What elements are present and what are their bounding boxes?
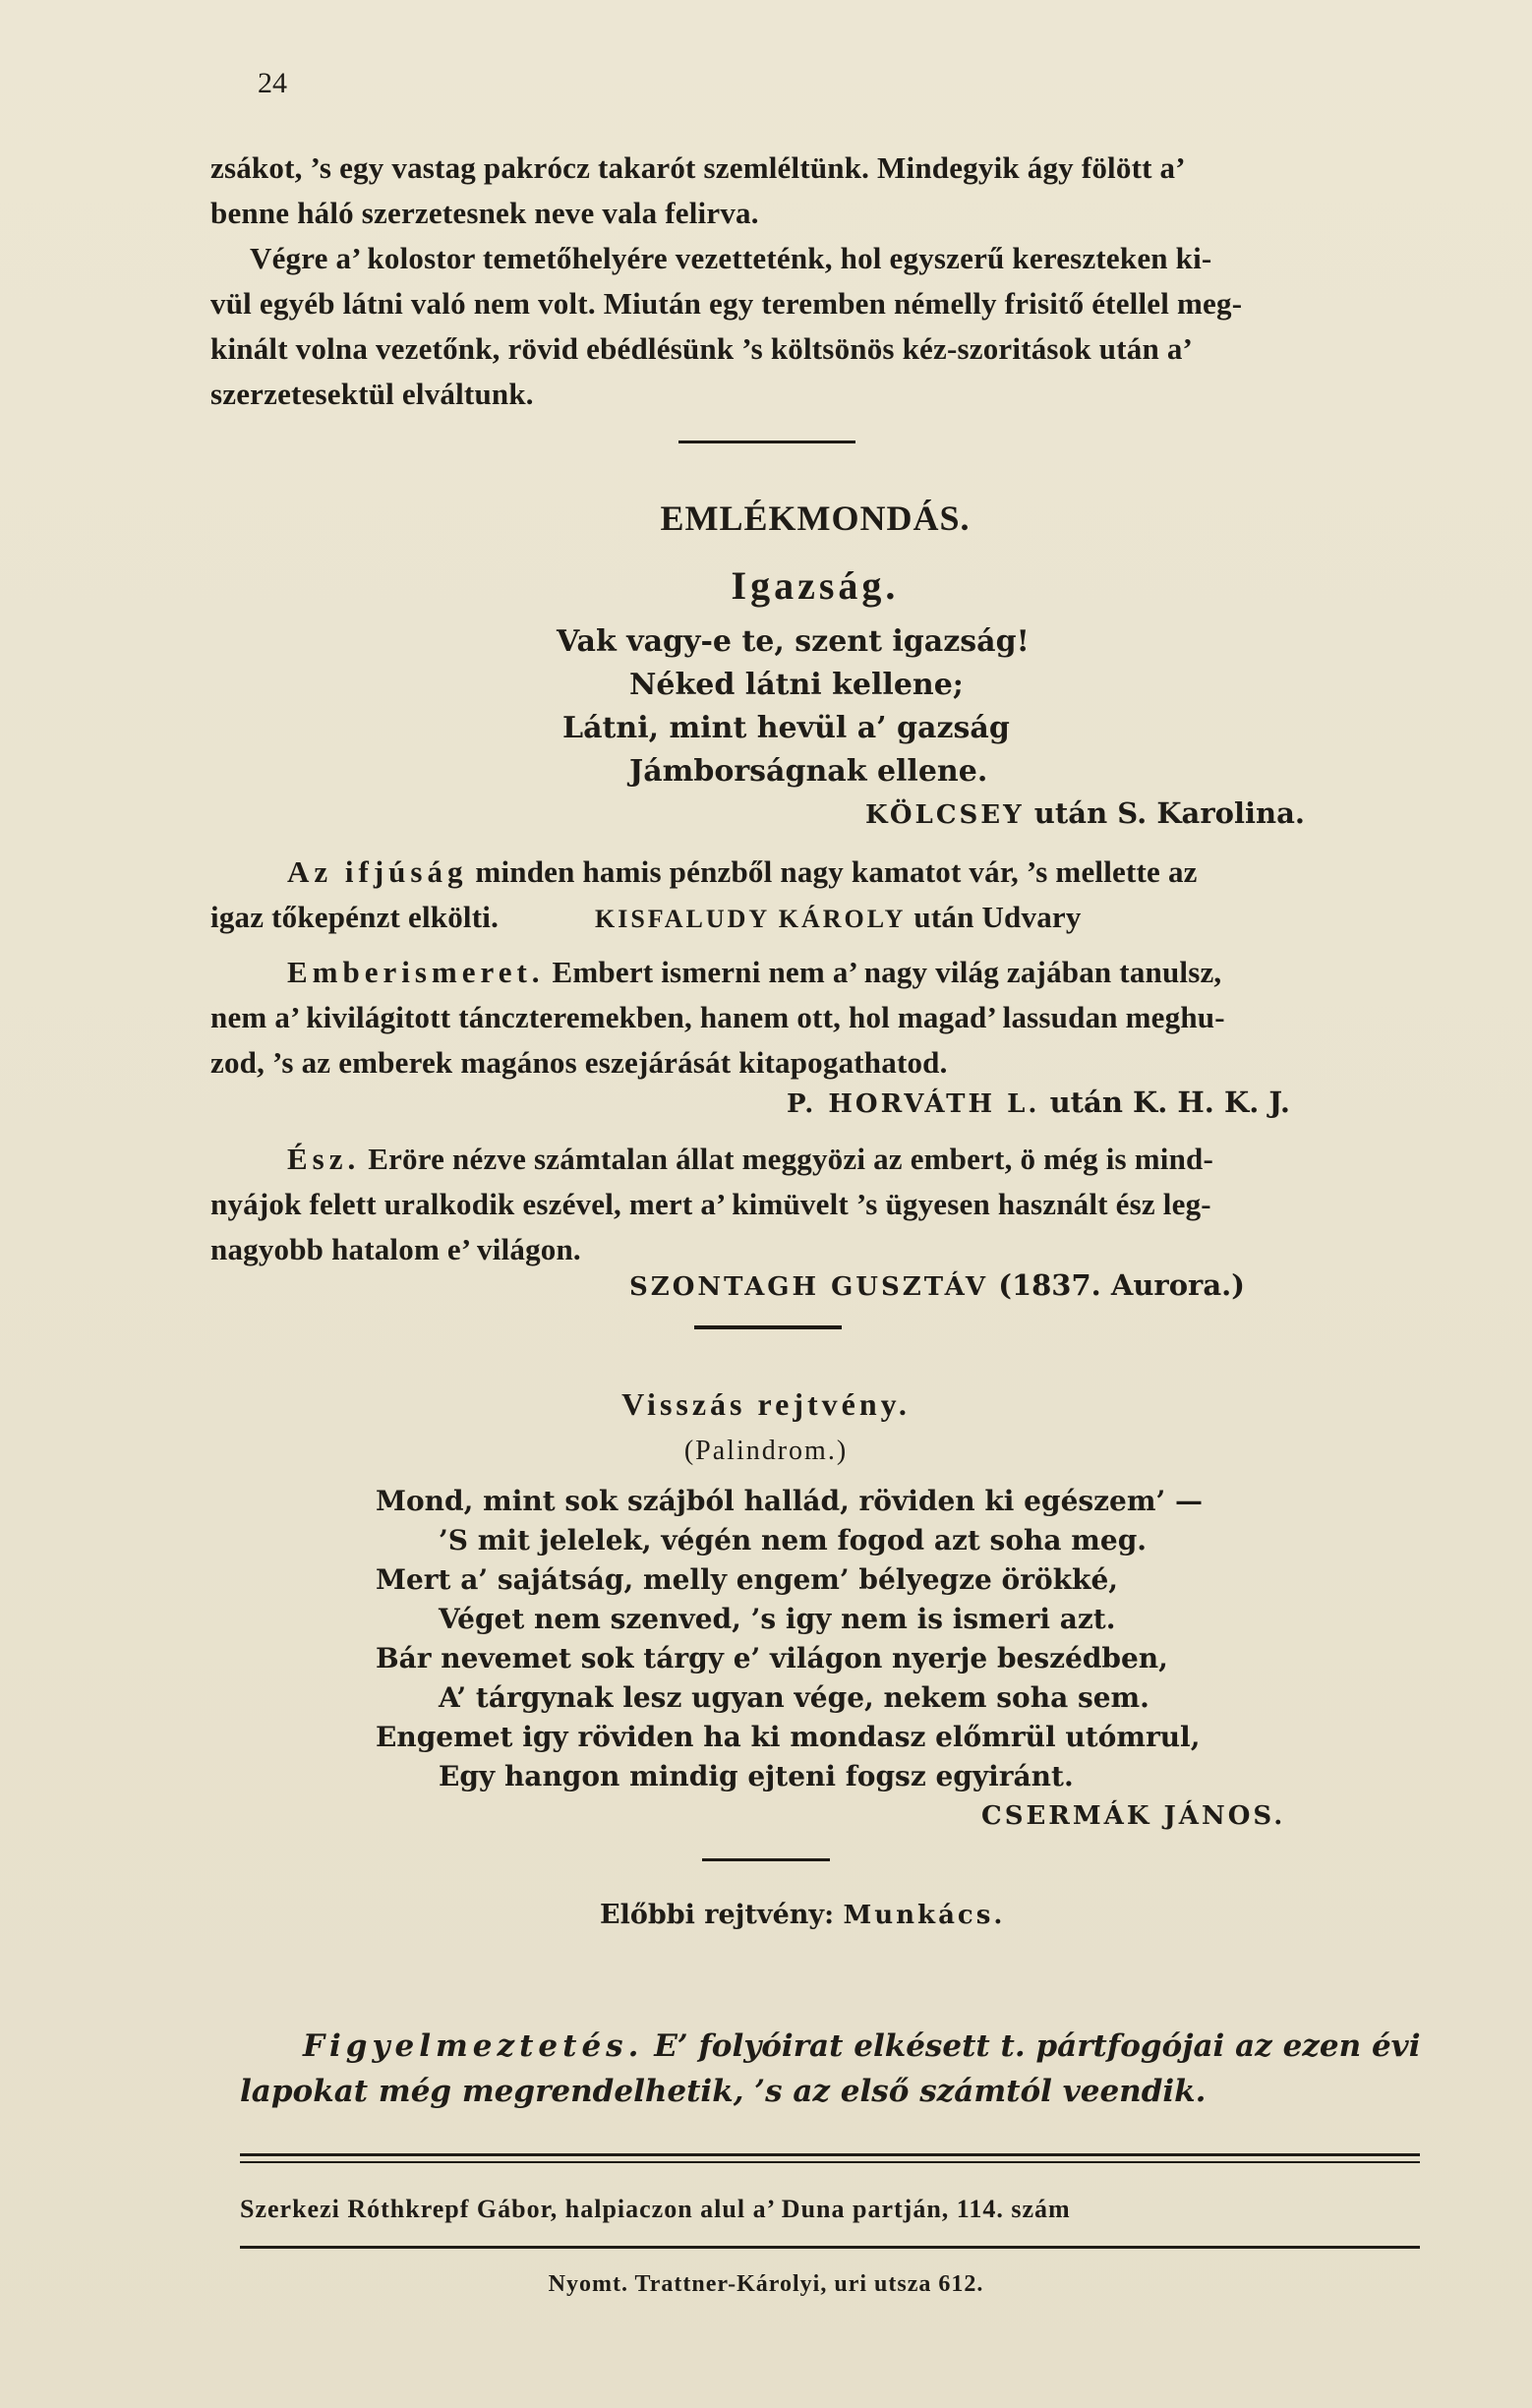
divider-mid: [694, 1325, 842, 1329]
verse-attr-rest: után S. Karolina.: [1033, 796, 1305, 830]
verse-line-2: Néked látni kellene;: [629, 668, 964, 702]
puzzle-line-1: Mond, mint sok szájból hallád, röviden ki egészem’ —: [376, 1485, 1203, 1517]
previous-puzzle-answer: Munkács.: [843, 1901, 1006, 1930]
notice-text-1: E’ folyóirat elkésett t. pártfogójai az ezen évi: [654, 2028, 1421, 2064]
notice-line-1: [303, 2024, 1420, 2069]
intro-line-2: benne háló szerzetesnek neve vala felirva.: [210, 196, 759, 230]
footer-editor: Szerkezi Róthkrepf Gábor, halpiaczon alul a’ Duna partján, 114. szám: [240, 2195, 1071, 2223]
ifjusag-attr-rest: után Udvary: [913, 900, 1082, 934]
notice-line-2: lapokat még megrendelhetik, ’s az első számtól veendik.: [240, 2074, 1207, 2109]
ifjusag-attr-name: KISFALUDY KÁROLY: [594, 905, 907, 933]
verse-line-1: Vak vagy-e te, szent igazság!: [557, 624, 1030, 659]
emberismeret-attr-name: P. HORVÁTH L.: [787, 1089, 1040, 1119]
esz-attr-rest: (1837. Aurora.): [998, 1268, 1245, 1302]
footer-rule-top-2: [240, 2161, 1420, 2163]
ifjusag-key: Az ifjúság: [287, 854, 468, 889]
esz-text-1: Eröre nézve számtalan állat meggyözi az embert, ö még is mind-: [368, 1142, 1214, 1176]
puzzle-line-3: Mert a’ sajátság, melly engem’ bélyegze örökké,: [376, 1563, 1119, 1596]
puzzle-line-8: Egy hangon mindig ejteni fogsz egyiránt.: [439, 1760, 1074, 1792]
footer-rule-mid: [240, 2246, 1420, 2249]
puzzle-subtitle: (Palindrom.): [683, 1436, 849, 1466]
puzzle-author: CSERMÁK JÁNOS.: [981, 1801, 1286, 1831]
verse-attr-name: KÖLCSEY: [865, 800, 1025, 830]
ifjusag-text-1: minden hamis pénzből nagy kamatot vár, ’s mellette az: [475, 854, 1198, 889]
notice-key: Figyelmeztetés.: [303, 2028, 644, 2064]
divider-small: [702, 1858, 830, 1861]
ifjusag-line-1: [287, 850, 1198, 895]
puzzle-line-6: A’ tárgynak lesz ugyan vége, nekem soha sem.: [439, 1681, 1149, 1714]
esz-attr-name: SZONTAGH GUSZTÁV: [629, 1272, 989, 1302]
intro-line-1: zsákot, ’s egy vastag pakrócz takarót szemléltünk. Mindegyik ágy fölött a’: [210, 150, 1186, 185]
verse-line-3: Látni, mint hevül a’ gazság: [562, 711, 1010, 745]
verse-line-4: Jámborságnak ellene.: [629, 754, 988, 789]
puzzle-line-4: Véget nem szenved, ’s igy nem is ismeri azt.: [439, 1603, 1116, 1635]
footer-rule-top-1: [240, 2153, 1420, 2156]
divider-short: [678, 440, 855, 443]
esz-line-2: nyájok felett uralkodik eszével, mert a’ kimüvelt ’s ügyesen használt ész leg-: [210, 1187, 1211, 1221]
page-number: 24: [258, 67, 287, 99]
emberismeret-line-1: [287, 950, 1221, 995]
previous-puzzle: [600, 1900, 1005, 1930]
puzzle-line-5: Bár nevemet sok tárgy e’ világon nyerje beszédben,: [376, 1642, 1168, 1674]
puzzle-line-7: Engemet igy röviden ha ki mondasz előmrül utómrul,: [376, 1721, 1201, 1753]
intro-line-3: Végre a’ kolostor temetőhelyére vezetteténk, hol egyszerű kereszteken ki-: [250, 241, 1212, 275]
ifjusag-text-2: igaz tőkepénzt elkölti.: [210, 900, 500, 934]
esz-attribution: [629, 1268, 1245, 1302]
emberismeret-attr-rest: után K. H. K. J.: [1049, 1086, 1290, 1119]
section-heading: EMLÉKMONDÁS.: [660, 499, 971, 538]
footer-printer: Nyomt. Trattner-Károlyi, uri utsza 612.: [548, 2271, 984, 2297]
esz-line-1: [287, 1137, 1213, 1182]
emberismeret-key: Emberismeret.: [287, 955, 545, 989]
emberismeret-text-1: Embert ismerni nem a’ nagy világ zajában tanulsz,: [552, 955, 1222, 989]
puzzle-title: Visszás rejtvény.: [621, 1386, 911, 1422]
ifjusag-line-2: [210, 895, 1082, 942]
emberismeret-line-3: zod, ’s az emberek magános eszejárását kitapogathatod.: [210, 1045, 948, 1080]
esz-line-3: nagyobb hatalom e’ világon.: [210, 1232, 581, 1266]
emberismeret-line-2: nem a’ kivilágitott tánczteremekben, hanem ott, hol magad’ lassudan meghu-: [210, 1000, 1225, 1034]
verse-attribution: [865, 796, 1305, 830]
section-subheading: Igazság.: [731, 563, 900, 608]
intro-line-4: vül egyéb látni való nem volt. Miután egy teremben némelly frisitő étellel meg-: [210, 286, 1243, 321]
emberismeret-attribution: [787, 1086, 1290, 1119]
esz-key: Ész.: [287, 1142, 361, 1176]
intro-line-6: szerzetesektül elváltunk.: [210, 377, 534, 411]
previous-puzzle-label: Előbbi rejtvény:: [600, 1900, 835, 1930]
intro-line-5: kinált volna vezetőnk, rövid ebédlésünk ’s költsönös kéz-szoritások után a’: [210, 331, 1194, 366]
puzzle-line-2: ’S mit jelelek, végén nem fogod azt soha meg.: [439, 1524, 1148, 1556]
